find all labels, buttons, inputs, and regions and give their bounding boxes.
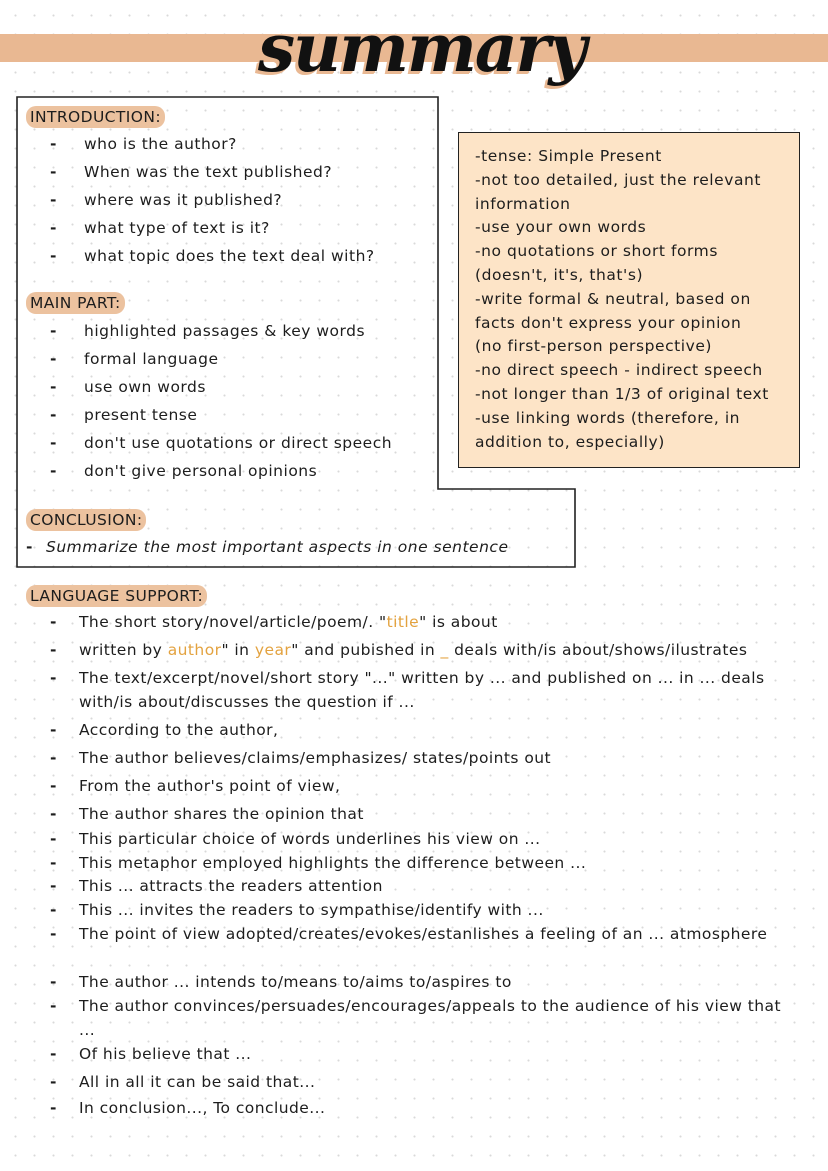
phrase-text: Of his believe that ... [79,1045,252,1063]
bullet-dash: - [50,322,57,340]
phrase-part: " in [221,641,255,659]
list-item [50,718,790,742]
tips-list [475,145,769,454]
introduction-list [28,130,375,270]
list-item-text: what type of text is it? [84,219,270,237]
conclusion-section [26,509,146,531]
phrase-text [50,610,790,634]
bullet-dash: - [50,925,57,943]
bullet-dash: - [50,1099,57,1117]
list-item [28,130,375,158]
bullet-dash: - [50,901,57,919]
list-item-text: don't give personal opinions [84,462,318,480]
list-item [28,317,392,345]
bullet-dash: - [26,538,33,556]
phrase-part: written by [79,641,168,659]
list-item-text: don't use quotations or direct speech [84,434,393,452]
list-item [50,774,790,798]
bullet-dash: - [50,350,57,368]
list-item-text: formal language [84,350,219,368]
bullet-dash: - [50,997,57,1015]
list-item [50,610,790,634]
phrase-text: The author convinces/persuades/encourages/appeals to the audience of his view that ... [79,997,781,1039]
list-item [50,1042,790,1066]
main-part-list [28,317,392,485]
phrase-text: The point of view adopted/creates/evokes/estanlishes a feeling of an ... atmosphere [79,925,768,943]
tip-line: information [475,194,571,213]
phrase-text: This metaphor employed highlights the difference between ... [79,854,587,872]
list-item-text: where was it published? [84,191,283,209]
bullet-dash: - [50,830,57,848]
list-item [50,922,790,946]
bullet-dash: - [50,721,57,739]
list-item [28,345,392,373]
place-blank: _ [440,641,449,659]
list-item [50,970,790,994]
list-item [28,214,375,242]
list-item [28,242,375,270]
list-item [50,746,790,770]
tip-line: (no first-person perspective) [475,337,713,356]
conclusion-item [26,535,508,559]
list-item [50,851,790,875]
bullet-dash: - [50,378,57,396]
list-item [50,898,790,922]
bullet-dash: - [50,973,57,991]
tip-line: -not longer than 1/3 of original text [475,384,769,403]
bullet-dash: - [50,462,57,480]
author-placeholder: author [167,641,222,659]
phrase-part: " is about [419,613,498,631]
phrase-part: The short story/novel/article/poem/. " [79,613,387,631]
conclusion-heading: CONCLUSION: [26,509,146,531]
phrase-text: The author ... intends to/means to/aims to/aspires to [79,973,512,991]
bullet-dash: - [50,1073,57,1091]
tip-line: -use your own words [475,218,647,237]
phrase-text: This particular choice of words underlines his view on ... [79,830,541,848]
bullet-dash: - [50,877,57,895]
bullet-dash: - [50,1045,57,1063]
list-item-text: what topic does the text deal with? [84,247,375,265]
bullet-dash: - [50,777,57,795]
tips-box [458,132,800,468]
list-item [28,457,392,485]
title-placeholder: title [386,613,420,631]
bullet-dash: - [50,805,57,823]
main-part-section [26,292,125,314]
tip-line: addition to, especially) [475,432,665,451]
phrase-text: The author believes/claims/emphasizes/ states/points out [79,749,552,767]
list-item [28,429,392,457]
bullet-dash: - [50,669,57,687]
list-item [50,1096,790,1120]
language-support-heading: LANGUAGE SUPPORT: [26,585,207,607]
bullet-dash: - [50,406,57,424]
introduction-heading: INTRODUCTION: [26,106,165,128]
list-item [28,373,392,401]
list-item-text: When was the text published? [84,163,333,181]
tip-line: -tense: Simple Present [475,147,662,165]
list-item [28,401,392,429]
tip-line: -no direct speech - indirect speech [475,361,763,380]
bullet-dash: - [50,219,57,237]
bullet-dash: - [50,854,57,872]
phrase-text: This ... invites the readers to sympathise/identify with ... [79,901,544,919]
list-item-text: who is the author? [84,135,237,153]
list-item [28,158,375,186]
tip-line: -not too detailed, just the relevant [475,170,762,189]
phrase-text: The text/excerpt/novel/short story "..." written by ... and published on ... in ... deals with/is about/discusses the question if ... [79,669,765,711]
list-item [50,802,790,826]
tip-line: -write formal & neutral, based on [475,289,751,308]
phrase-text: This ... attracts the readers attention [79,877,383,895]
tip-line: -no quotations or short forms [475,242,718,261]
list-item [50,638,790,662]
list-item-text: highlighted passages & key words [84,322,366,340]
phrase-text: In conclusion..., To conclude... [79,1099,326,1117]
list-item [50,874,790,898]
tip-line: facts don't express your opinion [475,313,742,332]
tip-line: (doesn't, it's, that's) [475,265,644,284]
bullet-dash: - [50,641,57,659]
bullet-dash: - [50,191,57,209]
page-title: summary [258,9,585,87]
list-item-text: use own words [84,378,206,396]
conclusion-text: Summarize the most important aspects in one sentence [46,538,509,556]
language-support-section [26,585,207,607]
list-item-text: present tense [84,406,198,424]
list-item [50,666,790,714]
phrase-text: All in all it can be said that... [79,1073,316,1091]
phrase-part: deals with/is about/shows/ilustrates [448,641,748,659]
bullet-dash: - [50,613,57,631]
introduction-section [26,106,165,128]
phrase-text [50,638,790,662]
phrase-text: From the author's point of view, [79,777,341,795]
tip-line: -use linking words (therefore, in [475,408,741,427]
phrase-text: According to the author, [79,721,279,739]
list-item [50,827,790,851]
main-part-heading: MAIN PART: [26,292,125,314]
list-item [50,994,790,1042]
bullet-dash: - [50,135,57,153]
bullet-dash: - [50,434,57,452]
bullet-dash: - [50,247,57,265]
list-item [50,1070,790,1094]
bullet-dash: - [50,749,57,767]
year-placeholder: year [254,641,292,659]
phrase-part: " and pubished in [291,641,441,659]
phrase-text: The author shares the opinion that [79,805,364,823]
bullet-dash: - [50,163,57,181]
list-item [28,186,375,214]
